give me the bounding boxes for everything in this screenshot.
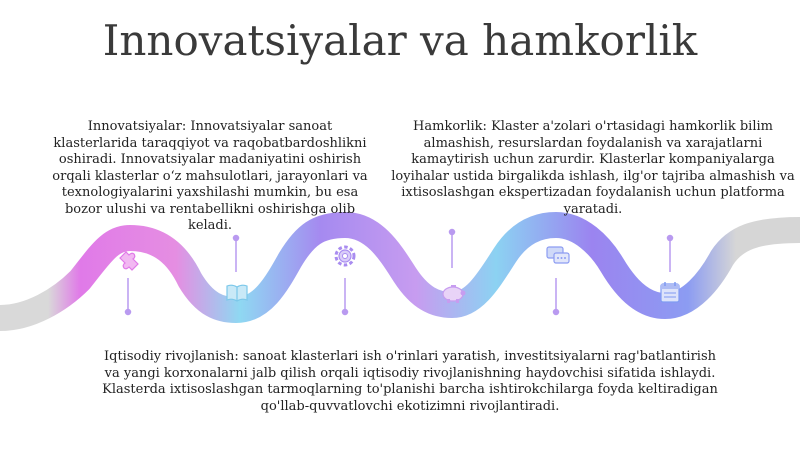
book-icon	[224, 281, 250, 305]
puzzle-icon	[116, 248, 142, 274]
economic-development-text: Iqtisodiy rivojlanish: sanoat klasterlari ish o'rinlari yaratish, investitsiyalarni rag'batlantirish va yangi korxonalarni jalb qilish orqali iqtisodiy rivojlanishning haydovchisi sifatida ishlaydi. Klasterda ixtisoslashgan tarmoqlarning to'planishi barcha ishtirokchilarga foyda keltiradigan qo'llab-quvvatlovchi ekotizimni rivojlantiradi.	[102, 349, 718, 414]
innovations-text: Innovatsiyalar: Innovatsiyalar sanoat klasterlarida taraqqiyot va raqobatbardoshlikni oshiradi. Innovatsiyalar madaniyatini oshirish orqali klasterlar o‘z mahsulotlari, jarayonlari va texnologiyalarini yaxshilashi mumkin, bu esa bozor ulushi va rentabellikni oshirishga olib keladi.	[52, 119, 368, 233]
chat-icon	[544, 244, 572, 268]
gear-icon	[332, 243, 358, 269]
slide-title: Innovatsiyalar va hamkorlik	[102, 16, 698, 65]
piggy-bank-icon	[438, 281, 468, 305]
collaboration-text: Hamkorlik: Klaster a'zolari o'rtasidagi hamkorlik bilim almashish, resurslardan foydalanish va xarajatlarni kamaytirish uchun zarurdir. Klasterlar kompaniyalarga loyihalar ustida birgalikda ishlash, ilg'or tajriba almashish va ixtisoslashgan ekspertizadan foydalanish uchun platforma yaratadi.	[391, 119, 795, 217]
calendar-icon	[658, 279, 682, 305]
